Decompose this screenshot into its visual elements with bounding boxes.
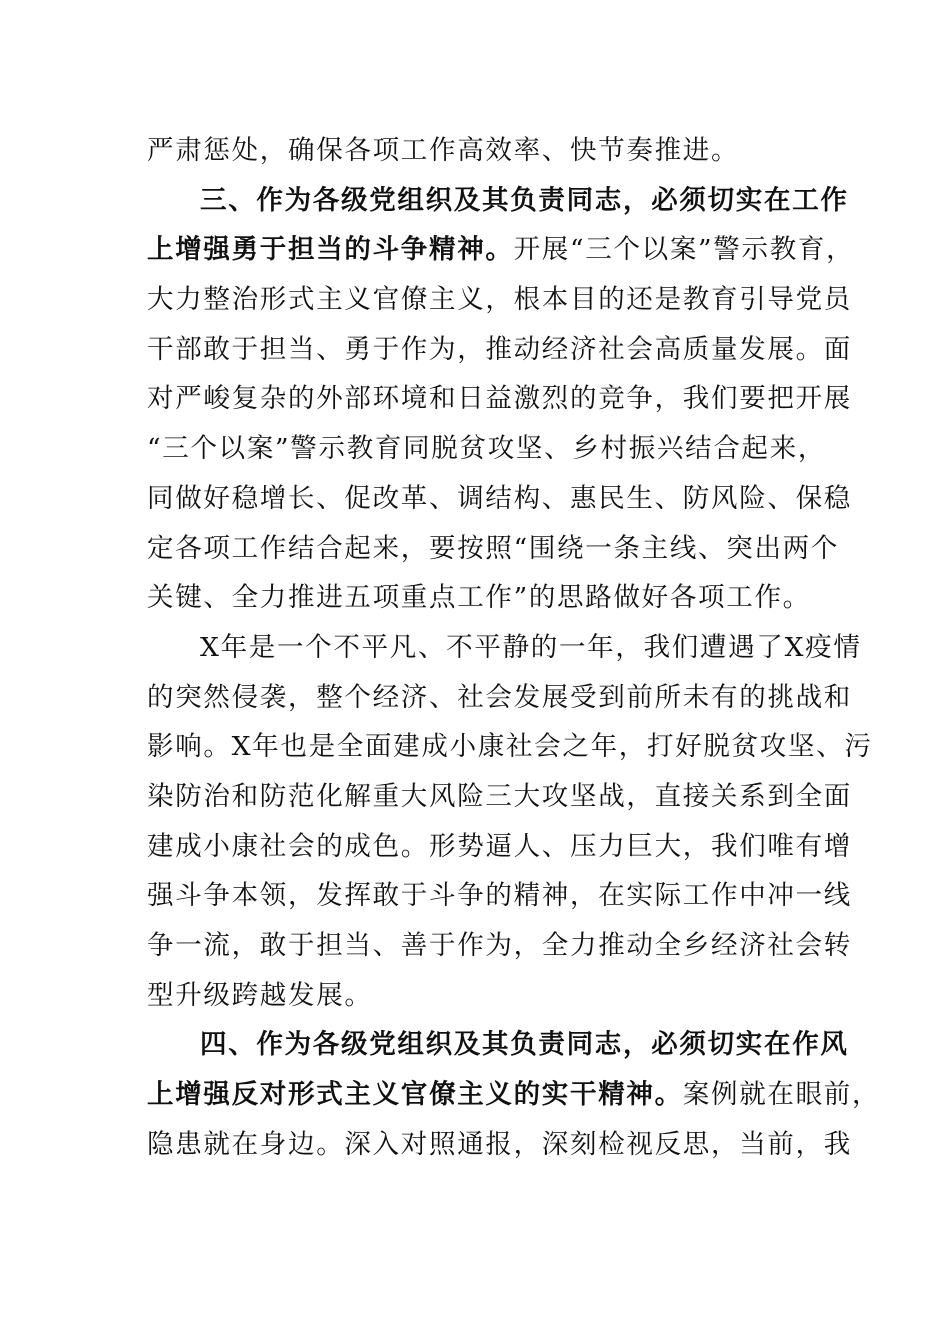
body-text: 对严峻复杂的外部环境和日益激烈的竞争，我们要把开展 bbox=[147, 383, 852, 415]
bold-heading-text: 三、作为各级党组织及其负责同志，必须切实在工作 bbox=[200, 184, 849, 216]
document-line bbox=[147, 474, 852, 524]
bold-heading-text: 上增强勇于担当的斗争精神。 bbox=[147, 234, 514, 266]
body-text: 大力整治形式主义官僚主义，根本目的还是教育引导党员 bbox=[147, 284, 852, 316]
body-text: 关键、全力推进五项重点工作”的思路做好各项工作。 bbox=[147, 582, 811, 614]
document-line bbox=[147, 1020, 849, 1070]
document-line bbox=[147, 325, 852, 375]
body-text: 开展“三个以案”警示教育， bbox=[513, 234, 855, 266]
body-text: 建成小康社会的成色。形势逼人、压力巨大，我们唯有增 bbox=[147, 830, 852, 862]
document-line bbox=[147, 1070, 881, 1120]
document-line bbox=[147, 722, 873, 772]
document-line bbox=[147, 1120, 852, 1170]
document-line bbox=[147, 871, 852, 921]
body-text: 染防治和防范化解重大风险三大攻坚战，直接关系到全面 bbox=[147, 780, 852, 812]
document-line bbox=[147, 176, 849, 226]
document-line bbox=[147, 126, 807, 176]
document-line bbox=[147, 573, 811, 623]
body-text: 型升级跨越发展。 bbox=[147, 979, 373, 1011]
body-text: 干部敢于担当、勇于作为，推动经济社会高质量发展。面 bbox=[147, 333, 852, 365]
body-text: X年是一个不平凡、不平静的一年，我们遭遇了X疫情 bbox=[200, 631, 862, 663]
body-text: 强斗争本领，发挥敢于斗争的精神，在实际工作中冲一线 bbox=[147, 880, 852, 912]
document-line bbox=[147, 971, 807, 1021]
body-text: 同做好稳增长、促改革、调结构、惠民生、防风险、保稳 bbox=[147, 482, 852, 514]
bold-heading-text: 四、作为各级党组织及其负责同志，必须切实在作风 bbox=[200, 1029, 849, 1061]
document-line bbox=[147, 673, 852, 723]
body-text: 影响。X年也是全面建成小康社会之年，打好脱贫攻坚、污 bbox=[147, 731, 873, 763]
document-line bbox=[147, 275, 852, 325]
body-text: 争一流，敢于担当、善于作为，全力推动全乡经济社会转 bbox=[147, 930, 852, 961]
document-line bbox=[147, 921, 852, 971]
body-text: 案例就在眼前， bbox=[682, 1079, 881, 1111]
document-line bbox=[147, 524, 840, 574]
body-text: 严肃惩处，确保各项工作高效率、快节奏推进。 bbox=[147, 135, 740, 166]
document-line bbox=[147, 822, 852, 872]
document-line bbox=[147, 772, 852, 822]
document-line bbox=[147, 225, 855, 275]
body-text: “三个以案”警示教育同脱贫攻坚、乡村振兴结合起来， bbox=[147, 433, 827, 465]
document-body bbox=[147, 126, 881, 1169]
document-line bbox=[147, 424, 827, 474]
bold-heading-text: 上增强反对形式主义官僚主义的实干精神。 bbox=[147, 1079, 683, 1111]
document-line bbox=[147, 623, 862, 673]
body-text: 的突然侵袭，整个经济、社会发展受到前所未有的挑战和 bbox=[147, 681, 852, 713]
body-text: 隐患就在身边。深入对照通报，深刻检视反思，当前，我 bbox=[147, 1128, 852, 1160]
document-line bbox=[147, 374, 852, 424]
body-text: 定各项工作结合起来，要按照“围绕一条主线、突出两个 bbox=[147, 532, 840, 564]
